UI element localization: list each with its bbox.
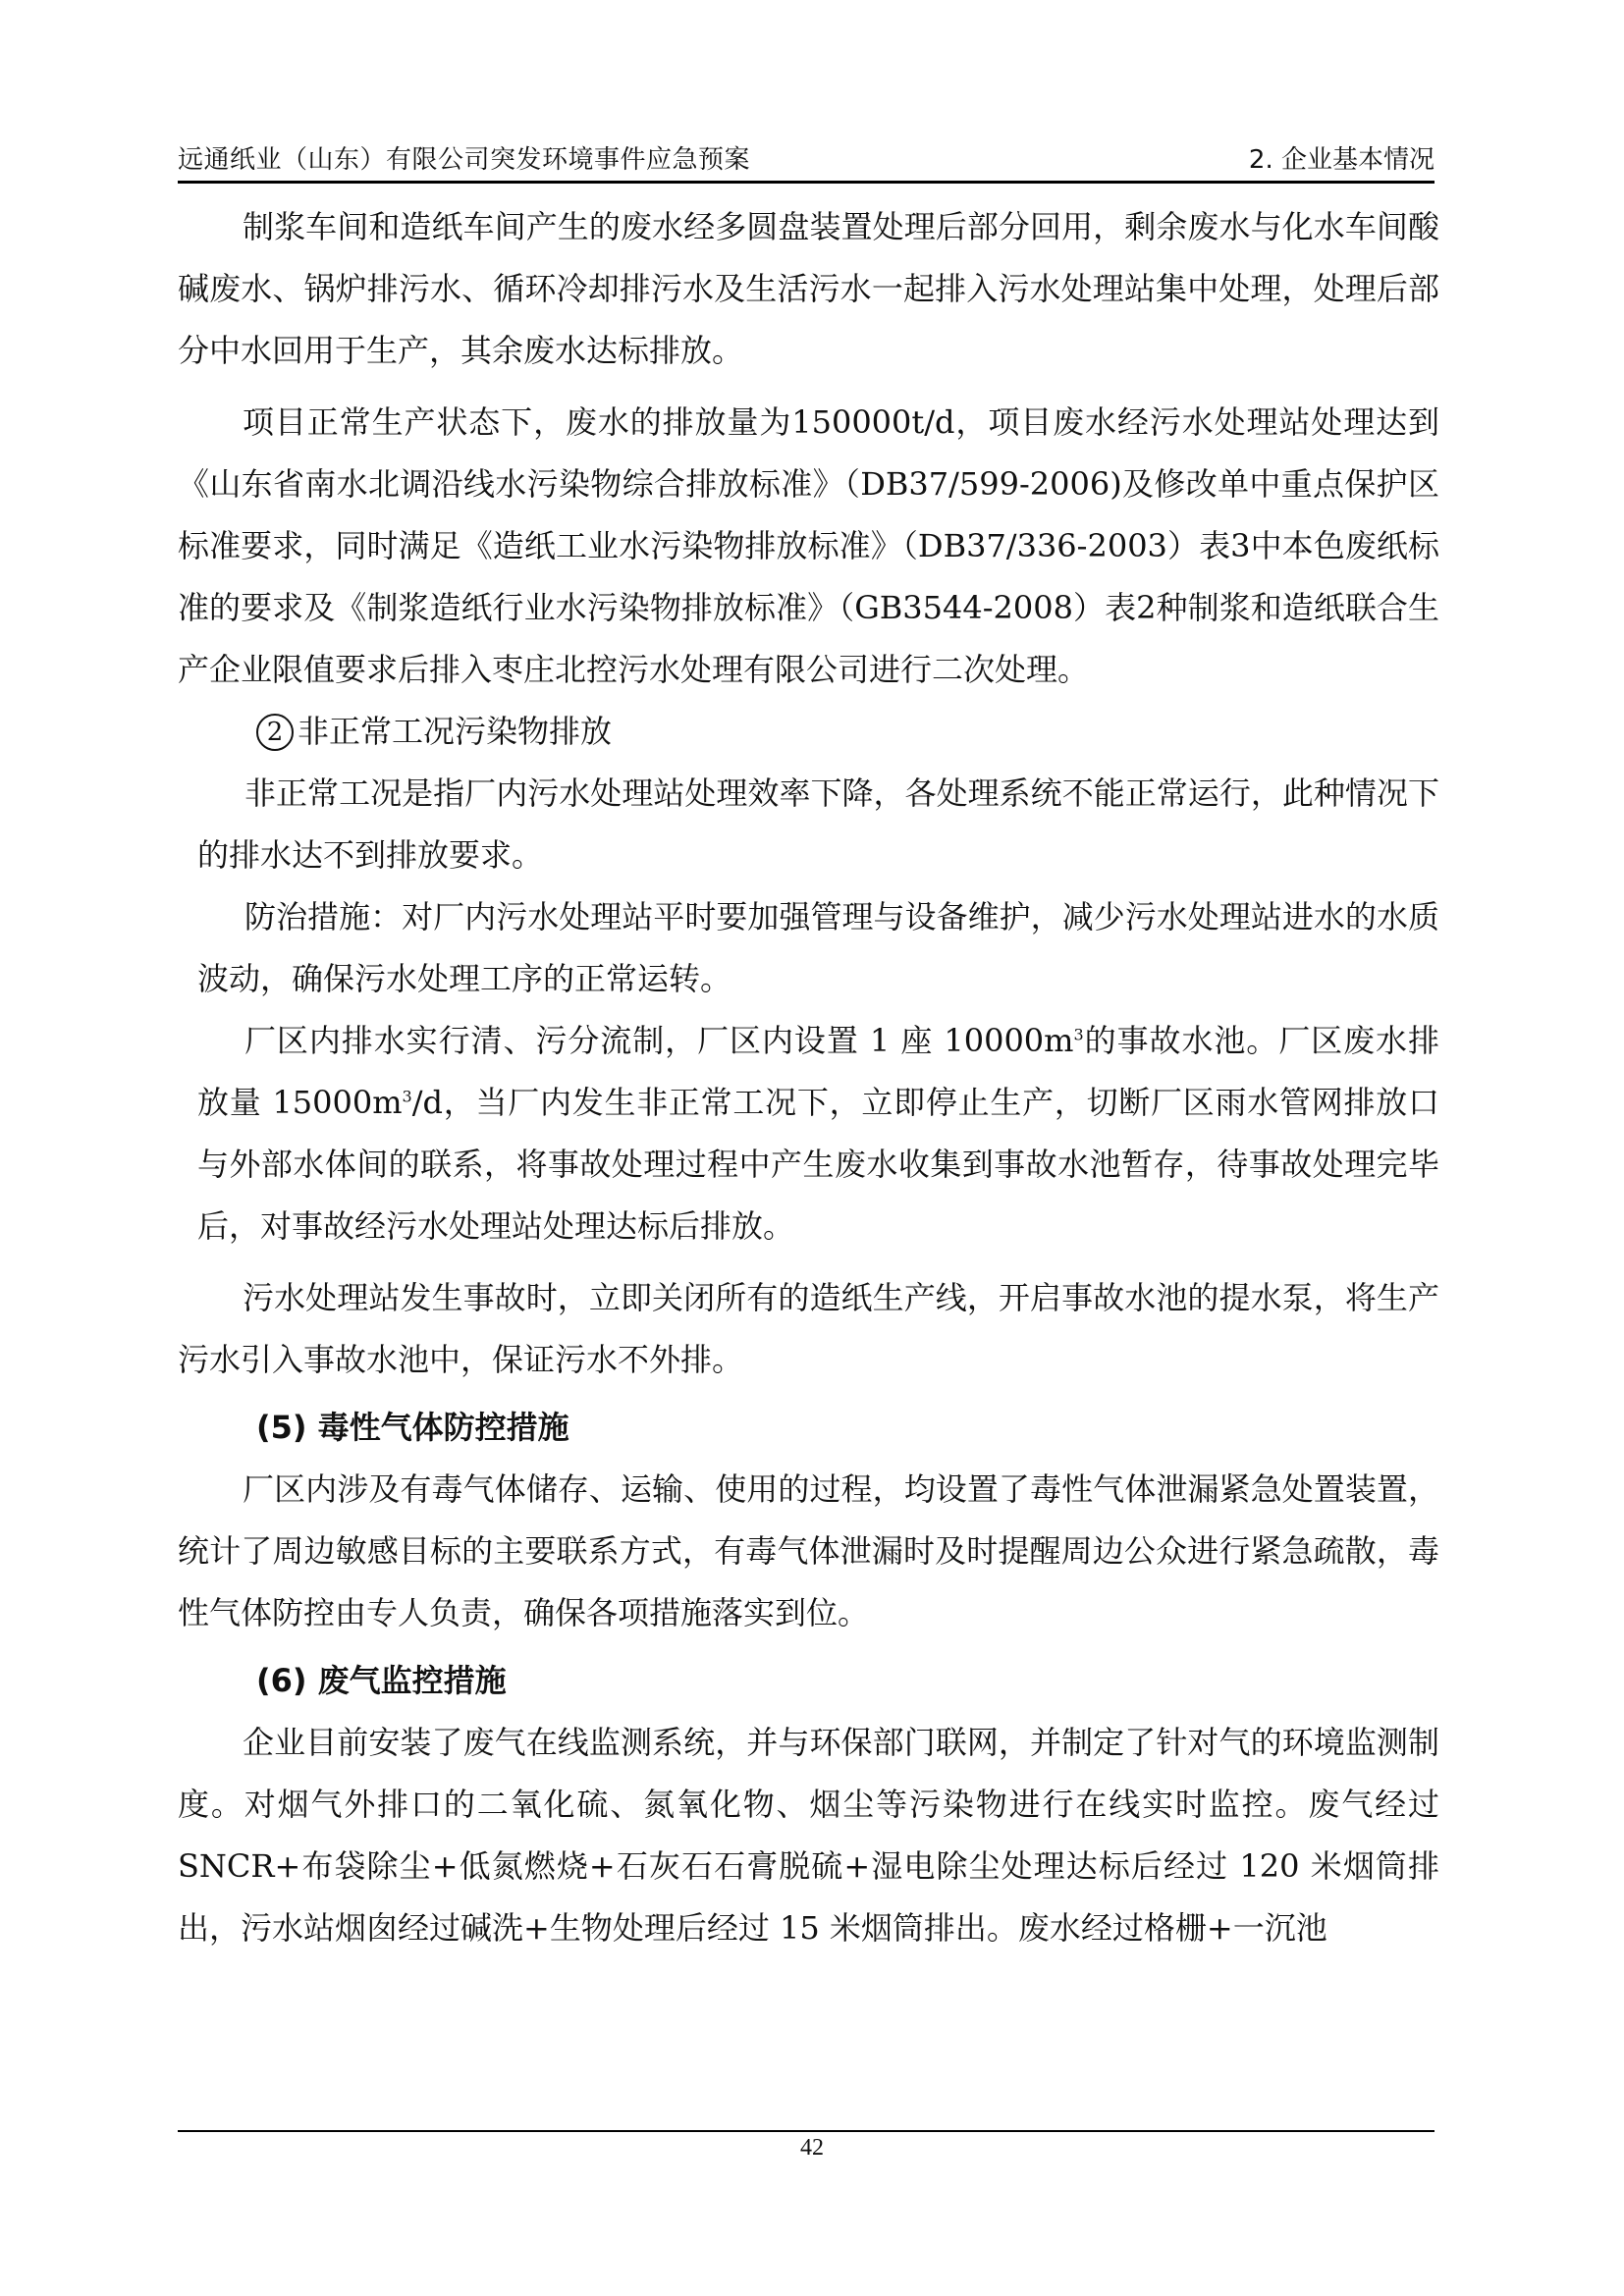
paragraph-prevention-measures: 防治措施：对厂内污水处理站平时要加强管理与设备维护，减少污水处理站进水的水质波动，确保污水处理工序的正常运转。 <box>197 898 1439 997</box>
paragraph-wastewater-recycling: 制浆车间和造纸车间产生的废水经多圆盘装置处理后部分回用，剩余废水与化水车间酸碱废水、锅炉排污水、循环冷却排污水及生活污水一起排入污水处理站集中处理，处理后部分中水回用于生产，其余废水达标排放。 <box>178 208 1439 369</box>
header-document-title: 远通纸业（山东）有限公司突发环境事件应急预案 <box>178 145 751 175</box>
header-divider <box>178 181 1435 184</box>
circled-number: 2 <box>256 714 294 751</box>
paragraph-accident-pool <box>178 1010 1439 1257</box>
superscript: 3 <box>1073 1025 1084 1044</box>
subsection-abnormal-discharge <box>178 701 1439 763</box>
section-heading-toxic-gas: (5) 毒性气体防控措施 <box>256 1409 569 1446</box>
superscript: 3 <box>402 1087 412 1106</box>
page-header <box>178 135 1435 179</box>
text-fragment: 的事故水池。厂区废水排放量 15000m <box>197 1022 1439 1121</box>
paragraph-toxic-gas: 厂区内涉及有毒气体储存、运输、使用的过程，均设置了毒性气体泄漏紧急处置装置，统计了周边敏感目标的主要联系方式，有毒气体泄漏时及时提醒周边公众进行紧急疏散，毒性气体防控由专人负责，确保各项措施落实到位。 <box>178 1470 1439 1631</box>
paragraph-exhaust-monitoring: 企业目前安装了废气在线监测系统，并与环保部门联网，并制定了针对气的环境监测制度。对烟气外排口的二氧化硫、氮氧化物、烟尘等污染物进行在线实时监控。废气经过 SNCR+布袋除尘+低氮燃烧+石灰石石膏脱硫+湿电除尘处理达标后经过 120 米烟筒排出，污水站烟囱经过碱洗+生物处理后经过 15 米烟筒排出。废水经过格栅+一沉池 <box>178 1724 1439 1947</box>
header-section-title: 2. 企业基本情况 <box>1248 145 1435 175</box>
paragraph-accident-response: 污水处理站发生事故时，立即关闭所有的造纸生产线，开启事故水池的提水泵，将生产污水引入事故水池中，保证污水不外排。 <box>178 1279 1439 1378</box>
paragraph-abnormal-definition: 非正常工况是指厂内污水处理站处理效率下降，各处理系统不能正常运行，此种情况下的排水达不到排放要求。 <box>197 774 1439 874</box>
section-heading-exhaust-monitoring: (6) 废气监控措施 <box>256 1662 507 1699</box>
paragraph-normal-discharge: 项目正常生产状态下，废水的排放量为150000t/d，项目废水经污水处理站处理达到《山东省南水北调沿线水污染物综合排放标准》（DB37/599-2006)及修改单中重点保护区标准要求，同时满足《造纸工业水污染物排放标准》（DB37/336-2003）表3中本色废纸标准的要求及《制浆造纸行业水污染物排放标准》（GB3544-2008）表2种制浆和造纸联合生产企业限值要求后排入枣庄北控污水处理有限公司进行二次处理。 <box>178 403 1439 688</box>
text-fragment: 厂区内排水实行清、污分流制，厂区内设置 1 座 10000m <box>244 1022 1074 1059</box>
page-number: 42 <box>800 2135 824 2161</box>
document-body <box>178 196 1439 1959</box>
footer-divider <box>178 2130 1435 2132</box>
subsection-title: 非正常工况污染物排放 <box>298 713 613 750</box>
text-fragment: /d，当厂内发生非正常工况下，立即停止生产，切断厂区雨水管网排放口与外部水体间的联系，将事故处理过程中产生废水收集到事故水池暂存，待事故处理完毕后，对事故经污水处理站处理达标后排放。 <box>197 1084 1439 1245</box>
